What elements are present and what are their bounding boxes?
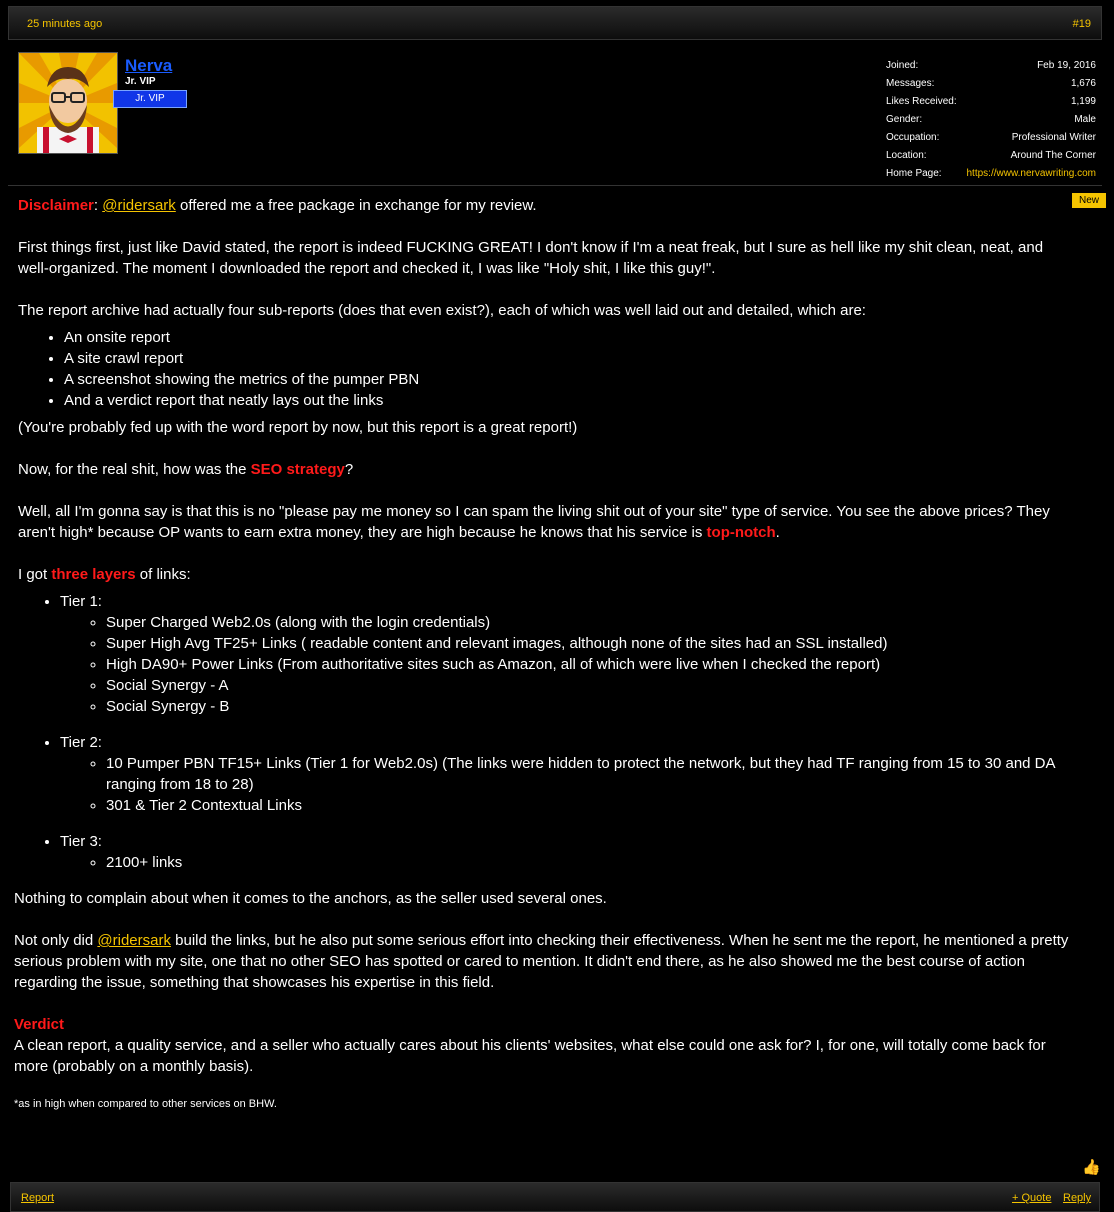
disclaimer-label: Disclaimer <box>18 197 94 214</box>
list-item: ◦ Social Synergy - A <box>106 675 1074 696</box>
paragraph: Now, for the real shit, how was the SEO strategy? <box>18 461 354 478</box>
list-item: • A site crawl report <box>64 348 1078 369</box>
list-item: ◦ 2100+ links <box>106 852 1074 873</box>
list-item: ◦ 301 & Tier 2 Contextual Links <box>106 795 1074 816</box>
list-item: ◦ 10 Pumper PBN TF15+ Links (Tier 1 for Web2.0s) (The links were hidden to protect the network, but they had TF ranging from 15 to 30 and DA ranging from 18 to 28) <box>106 753 1074 795</box>
tier-item: • Tier 3: ◦ 2100+ links <box>60 831 1074 873</box>
stat-occupation: Occupation: Professional Writer <box>886 132 1096 143</box>
thumbs-up-icon[interactable]: 👍 <box>1082 1159 1101 1176</box>
footnote: *as in high when compared to other services on BHW. <box>14 1098 277 1110</box>
post-header-bar <box>8 6 1102 40</box>
paragraph: Not only did @ridersark build the links, but he also put some serious effort into checking their effectiveness. When he sent me the report, he mentioned a pretty serious problem with my site, one that no other SEO has spotted or cared to mention. It didn't end there, as he also showed me the best course of action regarding the issue, something that showcases his expertise in this field. <box>14 932 1069 991</box>
stat-location: Location: Around The Corner <box>886 150 1096 161</box>
list-item: • An onsite report <box>64 327 1078 348</box>
stat-homepage: Home Page: https://www.nervawriting.com <box>886 168 1096 179</box>
avatar[interactable] <box>18 52 118 154</box>
report-link[interactable]: Report <box>21 1192 55 1204</box>
user-title: Jr. VIP <box>125 76 156 87</box>
list-item: ◦ Social Synergy - B <box>106 696 1074 717</box>
user-stats <box>886 58 1096 184</box>
list-item: ◦ High DA90+ Power Links (From authoritative sites such as Amazon, all of which were live when I checked the report) <box>106 654 1074 675</box>
tier-sublist <box>60 612 1074 717</box>
paragraph: Nothing to complain about when it comes to the anchors, as the seller used several ones. <box>14 890 607 907</box>
stat-likes: Likes Received: 1,199 <box>886 96 1096 107</box>
list-item: • A screenshot showing the metrics of the pumper PBN <box>64 369 1078 390</box>
list-item: ◦ Super Charged Web2.0s (along with the login credentials) <box>106 612 1074 633</box>
avatar-illustration <box>19 53 117 153</box>
verdict-text: A clean report, a quality service, and a seller who actually cares about his clients' websites, what else could one ask for? I, for one, will totally come back for more (probably on a monthly basis). <box>14 1037 1046 1075</box>
post-number[interactable]: #19 <box>1072 18 1091 30</box>
mention-link[interactable]: @ridersark <box>97 932 171 949</box>
paragraph: The report archive had actually four sub-reports (does that even exist?), each of which was well laid out and detailed, which are: <box>18 302 866 319</box>
username-link[interactable]: Nerva <box>125 56 173 75</box>
quote-link[interactable]: + Quote <box>1012 1192 1052 1204</box>
paragraph: (You're probably fed up with the word report by now, but this report is a great report!) <box>18 419 578 436</box>
post-body <box>14 195 1078 1111</box>
tier-sublist <box>60 753 1074 816</box>
user-info-block <box>8 42 1102 186</box>
report-list <box>18 327 1078 411</box>
mention-link[interactable]: @ridersark <box>102 197 176 214</box>
paragraph: I got three layers of links: <box>18 566 191 583</box>
list-item: ◦ Super High Avg TF25+ Links ( readable content and relevant images, although none of the sites had an SSL installed) <box>106 633 1074 654</box>
stat-messages: Messages: 1,676 <box>886 78 1096 89</box>
stat-gender: Gender: Male <box>886 114 1096 125</box>
post-time[interactable]: 25 minutes ago <box>27 18 103 30</box>
list-item: • And a verdict report that neatly lays out the links <box>64 390 1078 411</box>
tier-sublist <box>60 852 1074 873</box>
new-badge: New <box>1072 193 1106 208</box>
user-rank-badge: Jr. VIP <box>113 90 187 108</box>
disclaimer-paragraph: Disclaimer: @ridersark offered me a free package in exchange for my review. <box>18 197 537 214</box>
tier-section <box>14 591 1074 1111</box>
verdict-title: Verdict <box>14 1016 65 1033</box>
post-footer-bar <box>10 1182 1100 1212</box>
tier-item: • Tier 1: ◦ Super Charged Web2.0s (along with the login credentials) ◦ Super High Avg TF25+ Links ( readable content and relevant images, although none of the sites had an SSL installed) ◦ High DA90+ Power Links (From authoritative sites such as Amazon, all of which were live when I checked the report) ◦ Social Synergy - A ◦ Social Synergy - B <box>60 591 1074 717</box>
tier-item: • Tier 2: ◦ 10 Pumper PBN TF15+ Links (Tier 1 for Web2.0s) (The links were hidden to protect the network, but they had TF ranging from 15 to 30 and DA ranging from 18 to 28) ◦ 301 & Tier 2 Contextual Links <box>60 732 1074 816</box>
homepage-link[interactable]: https://www.nervawriting.com <box>966 168 1096 179</box>
paragraph: Well, all I'm gonna say is that this is no "please pay me money so I can spam the living shit out of your site" type of service. You see the above prices? They aren't high* because OP wants to earn extra money, they are high because he knows that his service is top-notch. <box>18 503 1050 541</box>
reply-link[interactable]: Reply <box>1063 1192 1092 1204</box>
stat-joined: Joined: Feb 19, 2016 <box>886 60 1096 71</box>
paragraph: First things first, just like David stated, the report is indeed FUCKING GREAT! I don't know if I'm a neat freak, but I sure as hell like my shit clean, neat, and well-organized. The moment I downloaded the report and checked it, I was like "Holy shit, I like this guy!". <box>18 239 1044 277</box>
tier-list <box>14 591 1074 873</box>
